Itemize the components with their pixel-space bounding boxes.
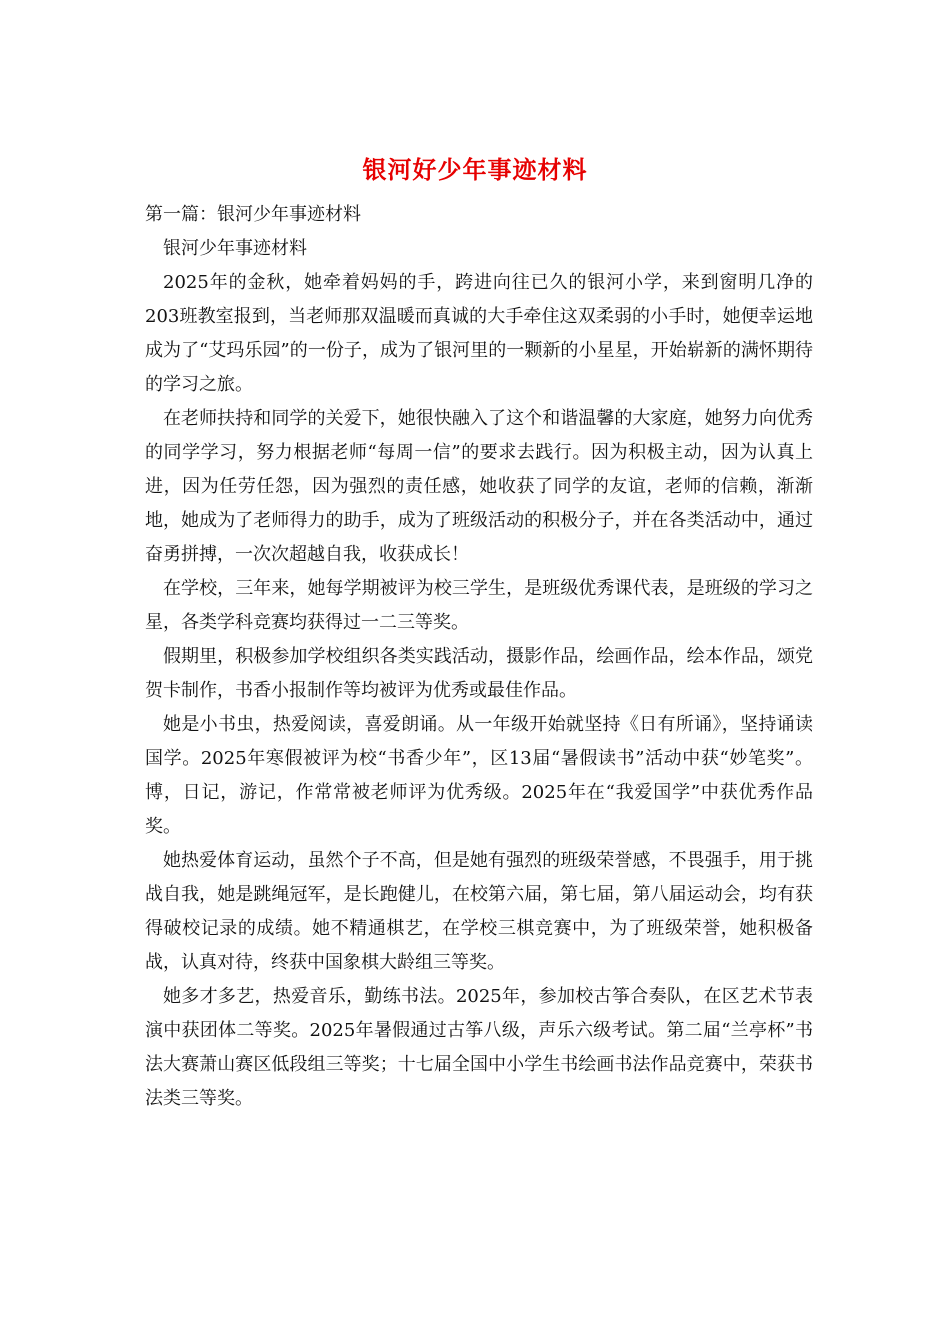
document-body bbox=[145, 198, 813, 1116]
paragraph: 在老师扶持和同学的关爱下，她很快融入了这个和谐温馨的大家庭，她努力向优秀的同学学习，努力根据老师“每周一信”的要求去践行。因为积极主动，因为认真上进，因为任劳任怨，因为强烈的责任感，她收获了同学的友谊，老师的信赖，渐渐地，她成为了老师得力的助手，成为了班级活动的积极分子，并在各类活动中，通过奋勇拼搏，一次次超越自我，收获成长！ bbox=[145, 408, 813, 565]
section-heading: 第一篇：银河少年事迹材料 bbox=[145, 204, 361, 225]
document-title: 银河好少年事迹材料 bbox=[362, 155, 588, 184]
paragraph: 她是小书虫，热爱阅读，喜爱朗诵。从一年级开始就坚持《日有所诵》，坚持诵读国学。2025年寒假被评为校“书香少年”，区13届“暑假读书”活动中获“妙笔奖”。博，日记，游记，作常常被老师评为优秀级。2025年在“我爱国学”中获优秀作品奖。 bbox=[145, 714, 813, 837]
paragraph: 她多才多艺，热爱音乐，勤练书法。2025年，参加校古筝合奏队，在区艺术节表演中获团体二等奖。2025年暑假通过古筝八级，声乐六级考试。第二届“兰亭杯”书法大赛萧山赛区低段组三等奖；十七届全国中小学生书绘画书法作品竞赛中，荣获书法类三等奖。 bbox=[145, 986, 813, 1109]
sub-heading: 银河少年事迹材料 bbox=[163, 238, 307, 259]
paragraph: 假期里，积极参加学校组织各类实践活动，摄影作品，绘画作品，绘本作品，颂党贺卡制作，书香小报制作等均被评为优秀或最佳作品。 bbox=[145, 646, 813, 701]
paragraph: 她热爱体育运动，虽然个子不高，但是她有强烈的班级荣誉感，不畏强手，用于挑战自我，她是跳绳冠军，是长跑健儿，在校第六届，第七届，第八届运动会，均有获得破校记录的成绩。她不精通棋艺，在学校三棋竞赛中，为了班级荣誉，她积极备战，认真对待，终获中国象棋大龄组三等奖。 bbox=[145, 850, 813, 973]
paragraph: 在学校，三年来，她每学期被评为校三学生，是班级优秀课代表，是班级的学习之星，各类学科竞赛均获得过一二三等奖。 bbox=[145, 578, 813, 633]
paragraph: 2025年的金秋，她牵着妈妈的手，跨进向往已久的银河小学，来到窗明几净的203班教室报到，当老师那双温暖而真诚的大手牵住这双柔弱的小手时，她便幸运地成为了“艾玛乐园”的一份子，成为了银河里的一颗新的小星星，开始崭新的满怀期待的学习之旅。 bbox=[145, 272, 813, 395]
